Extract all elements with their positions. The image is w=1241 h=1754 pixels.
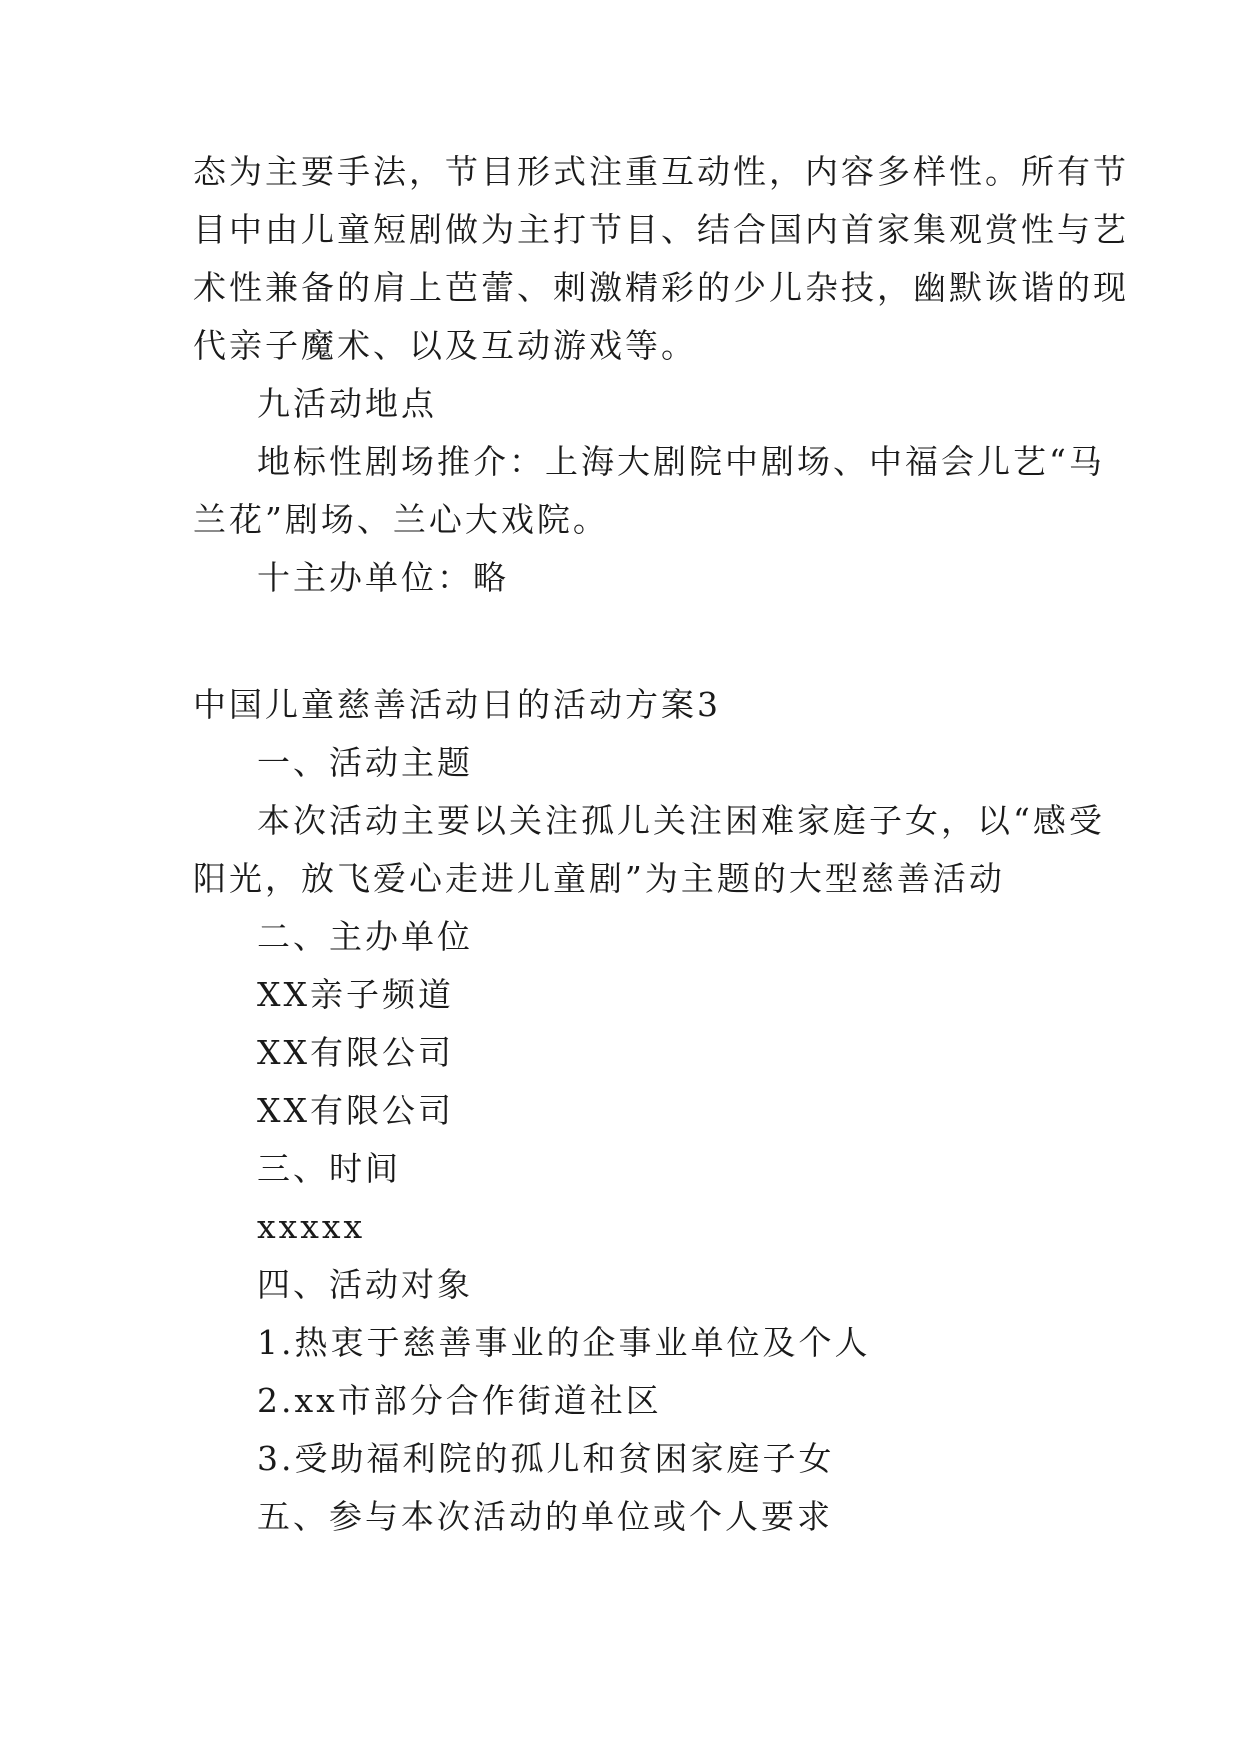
- section-heading: 九活动地点: [257, 384, 437, 423]
- list-item: xxxxx: [257, 1207, 366, 1246]
- document-title: 中国儿童慈善活动日的活动方案3: [193, 685, 721, 724]
- section-heading: 五、参与本次活动的单位或个人要求: [257, 1497, 833, 1536]
- list-item: 2.xx市部分合作街道社区: [257, 1381, 662, 1420]
- paragraph-line: 目中由儿童短剧做为主打节目、结合国内首家集观赏性与艺: [193, 210, 1129, 249]
- paragraph-line: 术性兼备的肩上芭蕾、刺激精彩的少儿杂技，幽默诙谐的现: [193, 268, 1129, 307]
- paragraph-line: 代亲子魔术、以及互动游戏等。: [193, 326, 697, 365]
- paragraph-line: 阳光，放飞爱心走进儿童剧”为主题的大型慈善活动: [193, 859, 1005, 898]
- list-item: XX有限公司: [257, 1091, 454, 1130]
- paragraph-line: 本次活动主要以关注孤儿关注困难家庭子女，以“感受: [257, 801, 1105, 840]
- section-heading: 一、活动主题: [257, 743, 473, 782]
- section-heading: 十主办单位：略: [257, 558, 509, 597]
- paragraph-line: 态为主要手法，节目形式注重互动性，内容多样性。所有节: [193, 152, 1129, 191]
- paragraph-line: 地标性剧场推介：上海大剧院中剧场、中福会儿艺“马: [257, 442, 1105, 481]
- section-heading: 三、时间: [257, 1149, 401, 1188]
- paragraph-line: 兰花”剧场、兰心大戏院。: [193, 500, 609, 539]
- section-heading: 四、活动对象: [257, 1265, 473, 1304]
- list-item: 1.热衷于慈善事业的企事业单位及个人: [257, 1323, 871, 1362]
- list-item: XX有限公司: [257, 1033, 454, 1072]
- section-heading: 二、主办单位: [257, 917, 473, 956]
- list-item: XX亲子频道: [257, 975, 454, 1014]
- list-item: 3.受助福利院的孤儿和贫困家庭子女: [257, 1439, 835, 1478]
